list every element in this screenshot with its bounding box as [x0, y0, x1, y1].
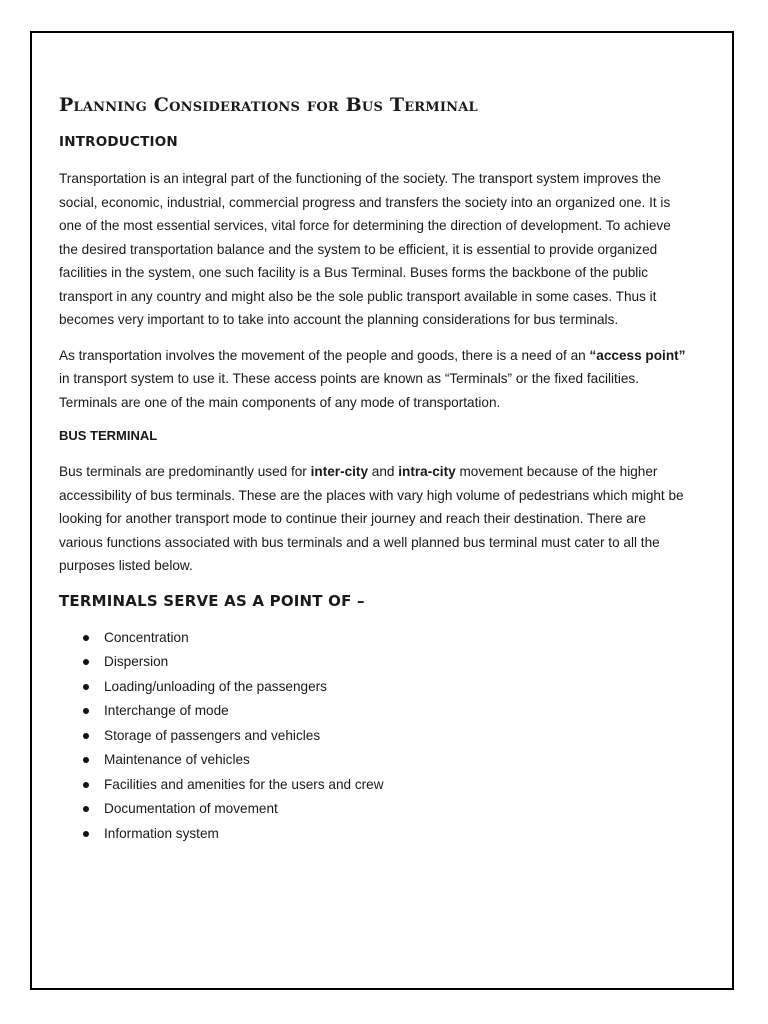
- bus-terminal-heading: BUS TERMINAL: [59, 428, 158, 443]
- list-item: [104, 822, 689, 847]
- list-item: [104, 797, 689, 822]
- bullet-icon: [83, 635, 89, 641]
- bullet-icon: [83, 708, 89, 714]
- list-item-label: Documentation of movement: [104, 801, 278, 816]
- list-item-label: Information system: [104, 825, 219, 841]
- list-item-label: Dispersion: [104, 654, 169, 669]
- introduction-paragraph-2: [59, 344, 689, 415]
- list-item: [104, 724, 689, 749]
- inter-city-emphasis: inter-city: [310, 464, 369, 479]
- bus-terminal-paragraph: [59, 460, 689, 578]
- bus-text-a: Bus terminals are predominantly used for: [59, 464, 311, 479]
- bus-text-b: and: [368, 464, 399, 479]
- terminals-serve-heading: TERMINALS SERVE AS A POINT OF –: [59, 591, 365, 610]
- list-item: [104, 699, 689, 724]
- list-item-label: Maintenance of vehicles: [104, 752, 250, 767]
- para2-text-a: As transportation involves the movement of the people and goods, there is a need of an: [59, 347, 590, 363]
- list-item-label: Loading/unloading of the passengers: [104, 678, 327, 694]
- document-content: [59, 90, 689, 846]
- bullet-icon: [83, 757, 89, 763]
- intra-city-emphasis: intra-city: [398, 464, 456, 479]
- list-item-label: Facilities and amenities for the users and crew: [104, 776, 384, 792]
- bullet-icon: [83, 831, 89, 837]
- list-item-label: Interchange of mode: [104, 703, 229, 718]
- list-item: [104, 748, 689, 773]
- list-item: [104, 773, 689, 798]
- introduction-paragraph-1: Transportation is an integral part of the functioning of the society. The transport system improves the social, economic, industrial, commercial progress and transfers the society into an organized one. It is one of the most essential services, vital force for determining the direction of development. To achieve the desired transportation balance and the system to be efficient, it is essential to provide organized facilities in the system, one such facility is a Bus Terminal. Buses forms the backbone of the public transport in any country and might also be the sole public transport available in some cases. Thus it becomes very important to to take into account the planning considerations for bus terminals.: [59, 171, 671, 327]
- para2-text-b: in transport system to use it. These access points are known as “Terminals” or the fixed facilities. Terminals are one of the main components of any mode of transportation.: [59, 371, 639, 410]
- list-item: [104, 626, 689, 651]
- introduction-heading: INTRODUCTION: [59, 134, 178, 150]
- list-item-label: Concentration: [104, 629, 189, 645]
- list-item-label: Storage of passengers and vehicles: [104, 727, 321, 743]
- terminal-functions-list: [59, 626, 689, 847]
- bullet-icon: [83, 782, 89, 788]
- bullet-icon: [83, 659, 89, 665]
- bullet-icon: [83, 733, 89, 739]
- list-item: [104, 675, 689, 700]
- bus-text-c: movement because of the higher accessibility of bus terminals. These are the places with vary high volume of pedestrians which might be looking for another transport mode to continue their journey and reach their destination. There are various functions associated with bus terminals and a well planned bus terminal must cater to all the purposes listed below.: [59, 464, 684, 573]
- list-item: [104, 650, 689, 675]
- bullet-icon: [83, 806, 89, 812]
- document-title: Planning Considerations for Bus Terminal: [59, 94, 478, 116]
- bullet-icon: [83, 684, 89, 690]
- access-point-emphasis: “access point”: [589, 347, 686, 363]
